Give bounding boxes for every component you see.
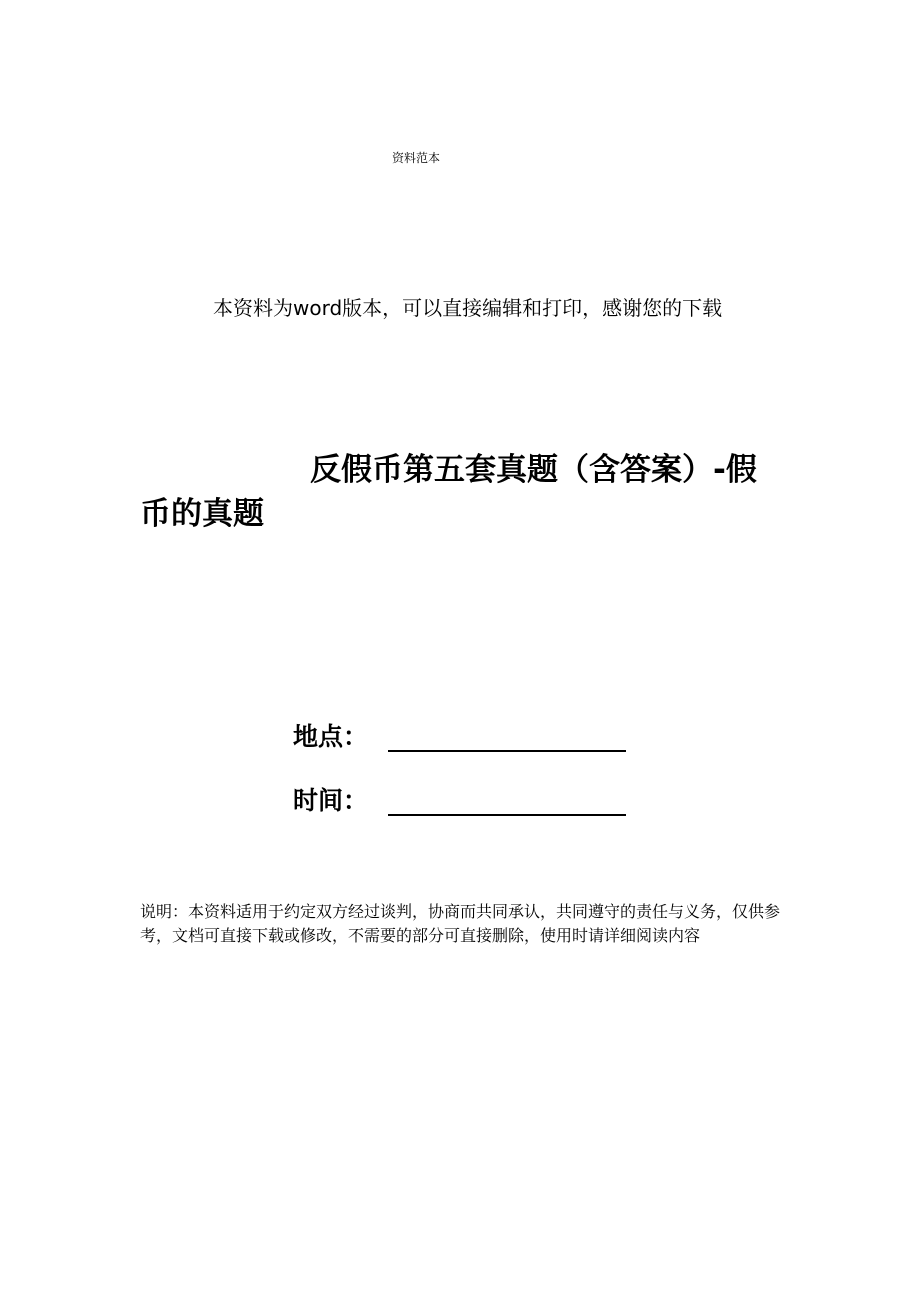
header-label: 资料范本 bbox=[392, 151, 441, 165]
location-field bbox=[293, 718, 626, 754]
time-blank-line bbox=[388, 814, 626, 816]
disclaimer-note: 说明：本资料适用于约定双方经过谈判，协商而共同承认，共同遵守的责任与义务，仅供参考，文档可直接下载或修改，不需要的部分可直接删除，使用时请详细阅读内容 bbox=[140, 902, 781, 945]
document-title: 反假币第五套真题（含答案）-假 币的真题 bbox=[140, 452, 757, 532]
time-label: 时间： bbox=[293, 786, 369, 815]
intro-text: 本资料为word版本，可以直接编辑和打印，感谢您的下载 bbox=[213, 296, 723, 320]
time-field bbox=[293, 782, 626, 818]
location-blank-line bbox=[388, 750, 626, 752]
location-label: 地点： bbox=[293, 722, 369, 751]
